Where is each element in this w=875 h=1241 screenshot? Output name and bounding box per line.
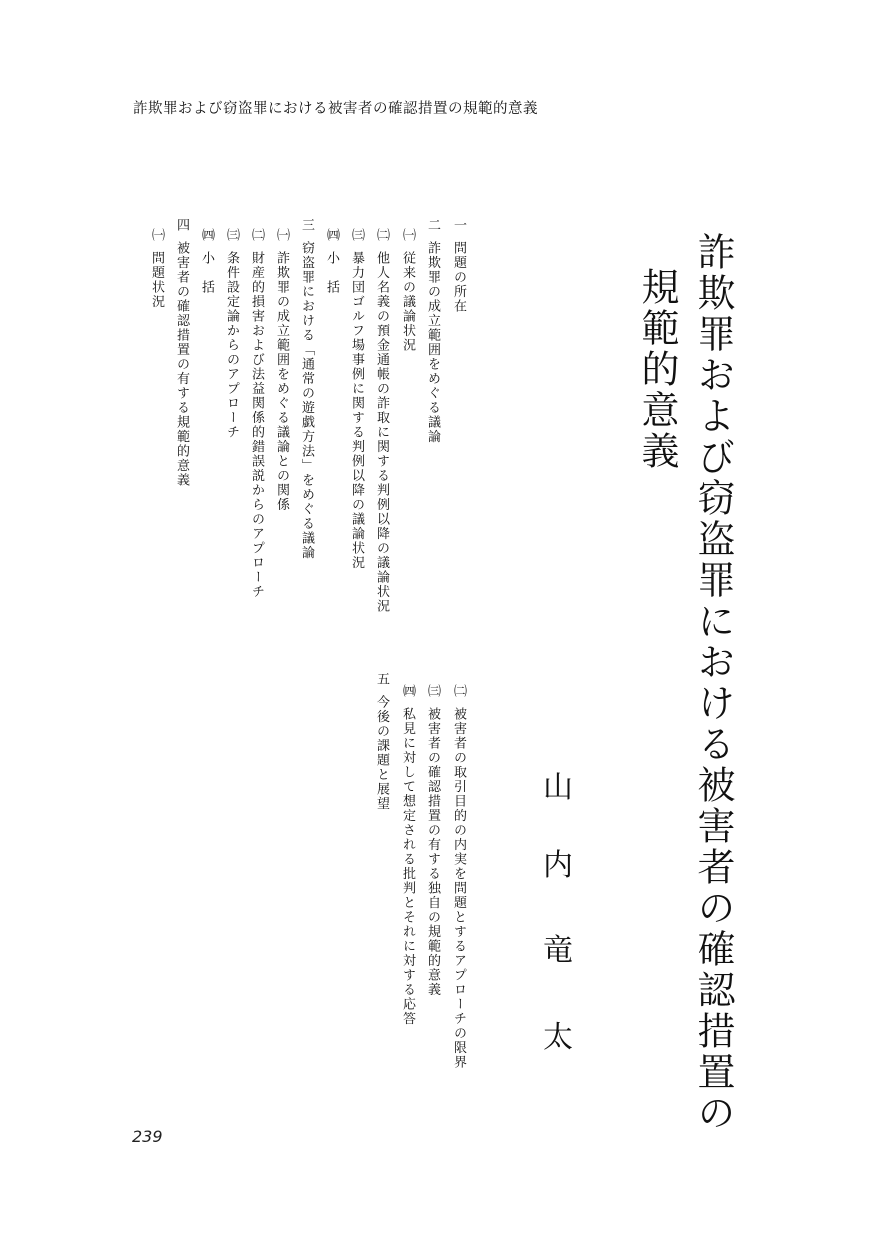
toc-entry-text: 詐欺罪の成立範囲をめぐる議論 — [425, 240, 440, 444]
toc-entry-text: 従来の議論状況 — [400, 250, 415, 352]
article-title-line-2: 規範的意義 — [635, 267, 679, 472]
toc-entry-text: 問題の所在 — [451, 240, 466, 313]
toc-entry-text: 被害者の確認措置の有する独自の規範的意義 — [425, 706, 440, 997]
toc-entry-text: 条件設定論からのアプローチ — [224, 250, 239, 439]
toc-entry-number: 二 — [425, 218, 440, 233]
toc-entry — [398, 228, 416, 352]
author-name-char: 山 — [543, 770, 573, 805]
toc-entry-number: ㈢ — [425, 684, 440, 699]
toc-entry-number: ㈣ — [400, 684, 415, 699]
toc-entry — [272, 228, 290, 512]
toc-entry — [222, 228, 240, 439]
toc-entry-text: 暴力団ゴルフ場事例に関する判例以降の議論状況 — [349, 250, 364, 570]
toc-entry-number: ㈡ — [249, 228, 264, 243]
running-header: 詐欺罪および窃盗罪における被害者の確認措置の規範的意義 — [133, 101, 538, 117]
toc-entry — [347, 228, 365, 570]
toc-entry-number: ㈠ — [274, 228, 289, 243]
toc-entry — [372, 228, 390, 613]
toc-entry-text: 小 括 — [324, 250, 339, 294]
author-name-char: 内 — [543, 848, 573, 883]
toc-entry-text: 他人名義の預金通帳の詐取に関する判例以降の議論状況 — [374, 250, 389, 613]
toc-entry-number: ㈣ — [324, 228, 339, 243]
toc-entry-number: ㈠ — [149, 228, 164, 243]
toc-entry — [147, 228, 165, 309]
toc-entry-number: ㈠ — [400, 228, 415, 243]
toc-entry — [423, 684, 441, 997]
toc-entry-text: 窃盗罪における「通常の遊戯方法」をめぐる議論 — [299, 240, 314, 560]
toc-entry-text: 問題状況 — [149, 250, 164, 309]
author-name-char: 太 — [543, 1020, 573, 1055]
toc-entry — [297, 218, 315, 560]
toc-entry — [172, 218, 190, 487]
author-name-char: 竜 — [543, 933, 573, 968]
toc-entry-number: ㈡ — [451, 684, 466, 699]
toc-entry-number: ㈢ — [349, 228, 364, 243]
toc-entry-text: 被害者の取引目的の内実を問題とするアプローチの限界 — [451, 706, 466, 1069]
toc-entry-text: 今後の課題と展望 — [374, 694, 389, 811]
toc-entry-number: 一 — [451, 218, 466, 233]
toc-entry-number: 四 — [174, 218, 189, 233]
toc-entry-text: 小 括 — [199, 250, 214, 294]
toc-entry — [449, 684, 467, 1069]
toc-entry-text: 被害者の確認措置の有する規範的意義 — [174, 240, 189, 487]
toc-entry — [322, 228, 340, 294]
toc-entry-number: 五 — [374, 672, 389, 687]
toc-entry — [423, 218, 441, 444]
toc-entry-number: ㈣ — [199, 228, 214, 243]
toc-entry — [372, 672, 390, 811]
toc-entry-text: 詐欺罪の成立範囲をめぐる議論との関係 — [274, 250, 289, 512]
toc-entry — [197, 228, 215, 294]
toc-entry — [247, 228, 265, 599]
toc-entry — [449, 218, 467, 313]
toc-entry-number: ㈡ — [374, 228, 389, 243]
toc-entry-number: ㈢ — [224, 228, 239, 243]
page-number: 239 — [132, 1127, 163, 1146]
article-title-line-1: 詐欺罪および窃盗罪における被害者の確認措置の — [691, 232, 735, 1134]
toc-entry-text: 私見に対して想定される批判とそれに対する応答 — [400, 706, 415, 1026]
toc-entry-number: 三 — [299, 218, 314, 233]
toc-entry — [398, 684, 416, 1026]
toc-entry-text: 財産的損害および法益関係的錯誤説からのアプローチ — [249, 250, 264, 599]
